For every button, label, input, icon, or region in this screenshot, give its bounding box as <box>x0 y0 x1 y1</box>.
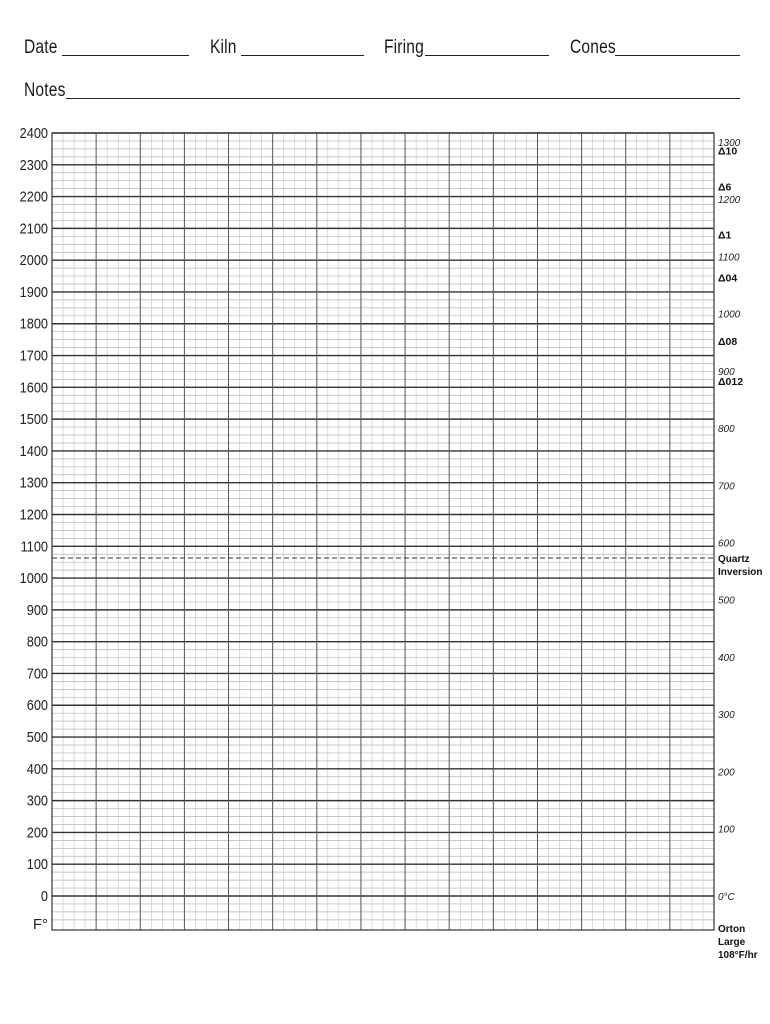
y-tick-label: 500 <box>26 728 48 746</box>
right-notes <box>718 924 758 961</box>
cone-label: Δ6 <box>718 181 732 194</box>
celsius-tick-label: 900 <box>718 366 735 378</box>
y-tick-label: 2300 <box>19 155 48 174</box>
y-tick-label: 1600 <box>19 378 48 396</box>
quartz-inversion-line <box>52 554 762 578</box>
y-tick-label: 1400 <box>19 441 48 460</box>
y-tick-label: 1700 <box>19 346 48 364</box>
celsius-tick-label: 100 <box>718 824 735 836</box>
cone-label: Δ012 <box>718 375 744 388</box>
y-tick-label: 1900 <box>19 282 48 301</box>
celsius-tick-label: 300 <box>718 710 735 722</box>
celsius-axis-labels <box>717 137 744 903</box>
celsius-tick-label: 0°C <box>718 892 735 903</box>
celsius-tick-label: 500 <box>718 595 735 607</box>
y-tick-label: 800 <box>26 632 48 650</box>
y-tick-label: 300 <box>26 791 48 809</box>
orton-note-line: Orton <box>718 924 746 935</box>
firing-label: Firing <box>384 37 424 58</box>
celsius-tick-label: 400 <box>718 652 735 664</box>
grid-minor-lines <box>52 133 714 930</box>
celsius-tick-label: 700 <box>718 481 735 493</box>
orton-note-line: Large <box>718 937 746 948</box>
celsius-tick-label: 1000 <box>718 309 741 321</box>
fahrenheit-axis-labels <box>20 124 49 933</box>
y-tick-label: 1300 <box>19 473 48 491</box>
kiln-label: Kiln <box>210 37 237 58</box>
y-tick-label: 0 <box>40 886 48 905</box>
y-tick-label: 1000 <box>19 569 48 587</box>
y-tick-label: 900 <box>26 600 48 619</box>
y-tick-label: 1800 <box>19 314 48 332</box>
cone-label: Δ04 <box>718 272 738 285</box>
quartz-inversion-label: Quartz <box>718 554 750 566</box>
notes-label: Notes <box>24 80 66 101</box>
y-tick-label: 200 <box>26 823 48 841</box>
celsius-tick-label: 1200 <box>718 195 741 207</box>
y-tick-label: 1500 <box>19 410 48 428</box>
orton-note-line: 108°F/hr <box>718 950 758 961</box>
cone-label: Δ08 <box>718 336 738 349</box>
y-tick-label: 2100 <box>19 219 48 237</box>
cone-label: Δ10 <box>718 145 738 158</box>
y-tick-label: 2200 <box>19 187 48 205</box>
y-tick-label: 2000 <box>19 251 48 269</box>
y-axis-unit-label: F° <box>32 916 48 933</box>
celsius-tick-label: 1100 <box>718 252 740 264</box>
celsius-tick-label: 600 <box>718 538 735 550</box>
celsius-tick-label: 1300 <box>718 137 741 149</box>
cone-label: Δ1 <box>718 229 732 242</box>
y-tick-label: 1100 <box>20 537 48 555</box>
y-tick-label: 400 <box>26 759 48 778</box>
quartz-inversion-label: Inversion <box>718 567 763 579</box>
y-tick-label: 600 <box>26 696 48 714</box>
celsius-tick-label: 200 <box>718 767 735 779</box>
cone-markers <box>718 145 743 387</box>
y-tick-label: 700 <box>26 664 48 682</box>
celsius-tick-label: 800 <box>718 424 735 436</box>
y-tick-label: 100 <box>26 855 48 873</box>
cones-label: Cones <box>570 37 616 58</box>
y-tick-label: 2400 <box>19 123 48 142</box>
date-label: Date <box>24 37 58 58</box>
y-tick-label: 1200 <box>19 505 48 523</box>
